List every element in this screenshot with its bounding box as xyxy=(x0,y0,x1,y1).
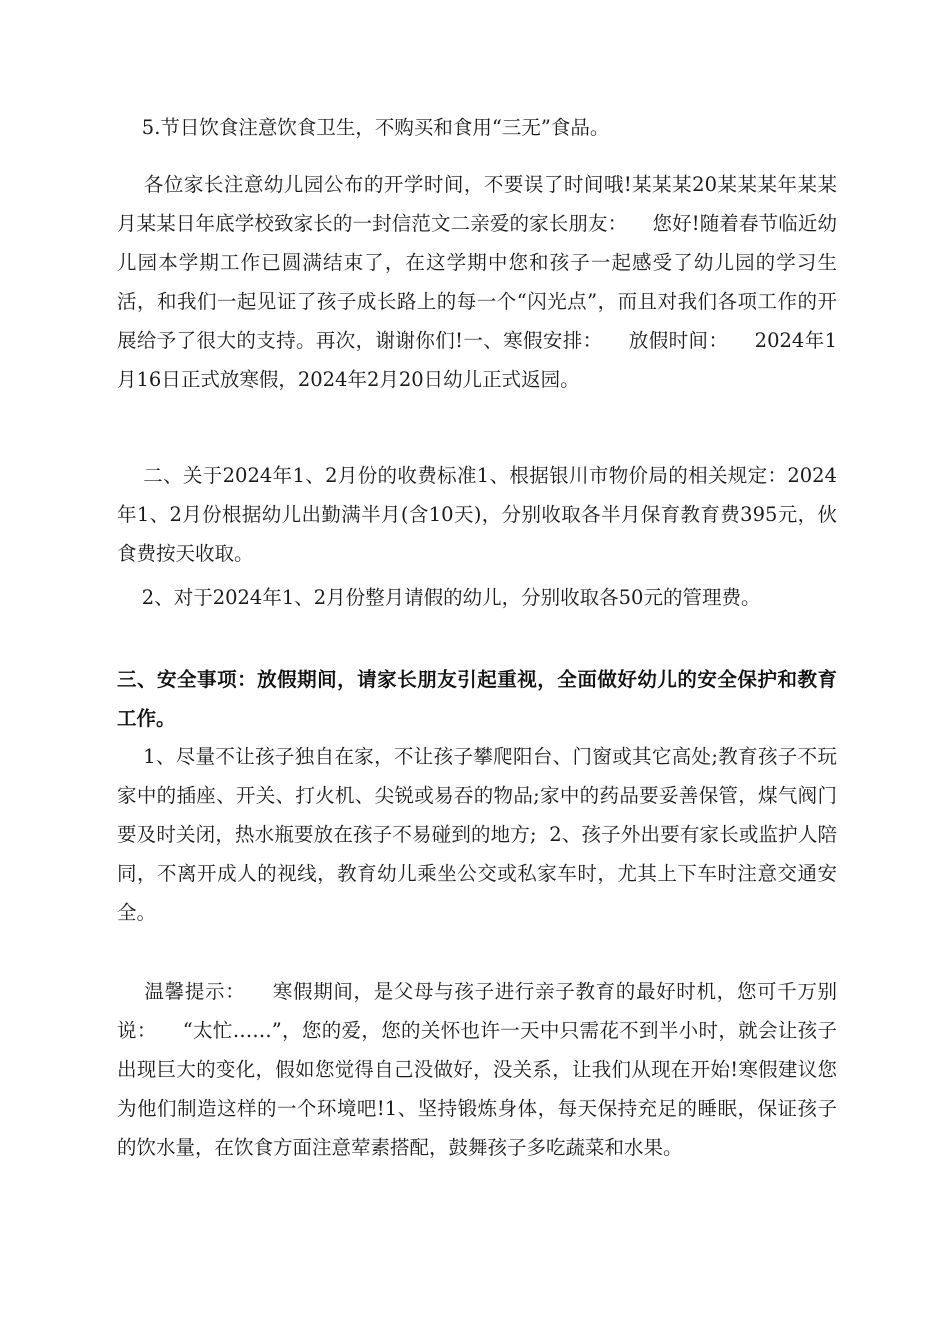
paragraph-leave-fee: 2、对于2024年1、2月份整月请假的幼儿，分别收取各50元的管理费。 xyxy=(117,586,761,609)
heading-safety-matters: 三、安全事项：放假期间，请家长朋友引起重视，全面做好幼儿的安全保护和教育工作。 xyxy=(117,668,837,730)
paragraph-fee-standard: 二、关于2024年1、2月份的收费标准1、根据银川市物价局的相关规定：2024年1、2月份根据幼儿出勤满半月(含10天)，分别收取各半月保育教育费395元，伙食费按天收取。 xyxy=(117,464,837,565)
paragraph-letter-intro: 各位家长注意幼儿园公布的开学时间，不要误了时间哦!某某某20某某某年某某月某某日年底学校致家长的一封信范文二亲爱的家长朋友： 您好!随着春节临近幼儿园本学期工作已圆满结束了，在这学期中您和孩子一起感受了幼儿园的学习生活，和我们一起见证了孩子成长路上的每一个“闪光点”，而且对我们各项工作的开展给予了很大的支持。再次，谢谢你们!一、寒假安排： 放假时间： 2024年1月16日正式放寒假，2024年2月20日幼儿正式返园。 xyxy=(117,173,838,391)
paragraph-food-hygiene: 5.节日饮食注意饮食卫生，不购买和食用“三无”食品。 xyxy=(117,116,610,139)
paragraph-safety-items: 1、尽量不让孩子独自在家，不让孩子攀爬阳台、门窗或其它高处;教育孩子不玩家中的插座、开关、打火机、尖锐或易吞的物品;家中的药品要妥善保管，煤气阀门要及时关闭，热水瓶要放在孩子不易碰到的地方; 2、孩子外出要有家长或监护人陪同，不离开成人的视线，教育幼儿乘坐公交或私家车时，尤其上下车时注意交通安全。 xyxy=(117,745,837,924)
paragraph-warm-tips: 温馨提示： 寒假期间，是父母与孩子进行亲子教育的最好时机，您可千万别说： “太忙……”，您的爱，您的关怀也许一天中只需花不到半小时，就会让孩子出现巨大的变化，假如您觉得自己没做好，没关系，让我们从现在开始!寒假建议您为他们制造这样的一个环境吧!1、坚持锻炼身体，每天保持充足的睡眠，保证孩子的饮水量，在饮食方面注意荤素搭配，鼓舞孩子多吃蔬菜和水果。 xyxy=(117,980,838,1159)
